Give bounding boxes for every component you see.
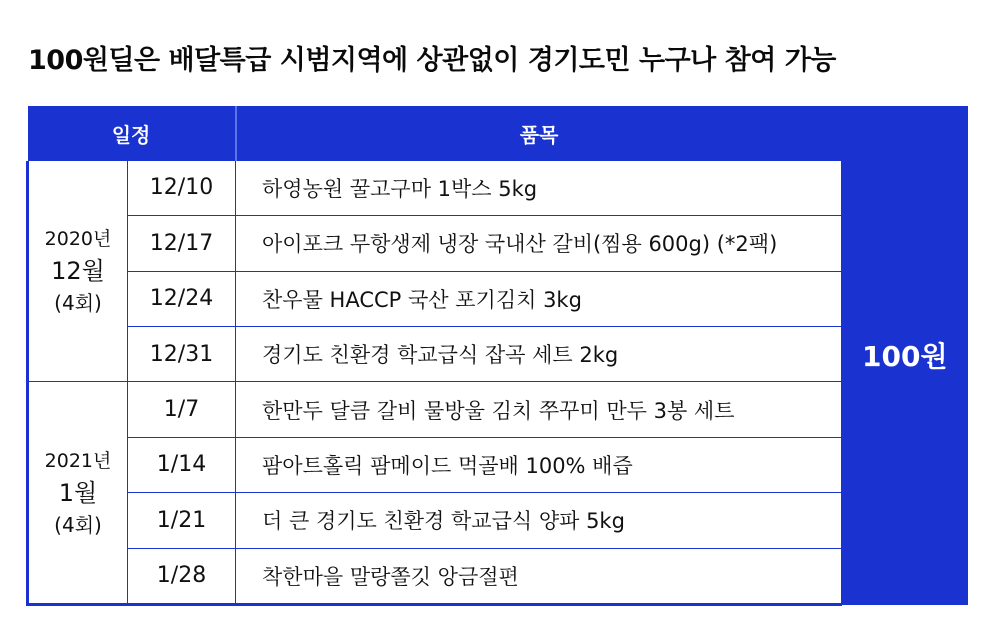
item-cell: 아이포크 무항생제 냉장 국내산 갈비(찜용 600g) (*2팩) xyxy=(236,216,842,271)
table-row xyxy=(28,271,968,326)
period-month: 12월 xyxy=(51,257,105,285)
price-cell: 100원 xyxy=(842,106,968,605)
page-title: 100원딜은 배달특급 시범지역에 상관없이 경기도민 누구나 참여 가능 xyxy=(28,45,836,76)
date-cell: 12/10 xyxy=(128,161,236,216)
date-cell: 1/7 xyxy=(128,382,236,437)
item-cell: 한만두 달큼 갈비 물방울 김치 쭈꾸미 만두 3봉 세트 xyxy=(236,382,842,437)
date-cell: 1/14 xyxy=(128,437,236,492)
date-cell: 12/24 xyxy=(128,271,236,326)
header-schedule: 일정 xyxy=(28,106,236,161)
period-cell-2021-01 xyxy=(28,382,128,605)
table-row xyxy=(28,493,968,548)
date-cell: 1/28 xyxy=(128,548,236,604)
table-row xyxy=(28,437,968,492)
period-cell-2020-12 xyxy=(28,161,128,382)
period-year: 2020년 xyxy=(44,228,112,250)
table-row xyxy=(28,161,968,216)
item-cell: 착한마을 말랑쫄깃 앙금절편 xyxy=(236,548,842,604)
table-row xyxy=(28,326,968,381)
period-month: 1월 xyxy=(58,478,98,507)
table-header-row xyxy=(28,106,968,161)
item-cell: 더 큰 경기도 친환경 학교급식 양파 5kg xyxy=(236,493,842,548)
schedule-table xyxy=(26,106,968,606)
item-cell: 경기도 친환경 학교급식 잡곡 세트 2kg xyxy=(236,326,842,381)
date-cell: 1/21 xyxy=(128,493,236,548)
date-cell: 12/17 xyxy=(128,216,236,271)
table-row xyxy=(28,382,968,437)
period-year: 2021년 xyxy=(44,449,112,472)
period-count: (4회) xyxy=(54,291,102,315)
table-row xyxy=(28,216,968,271)
item-cell: 팜아트홀릭 팜메이드 먹골배 100% 배즙 xyxy=(236,437,842,492)
table-row xyxy=(28,548,968,604)
item-cell: 하영농원 꿀고구마 1박스 5kg xyxy=(236,161,842,216)
header-items: 품목 xyxy=(236,106,842,161)
date-cell: 12/31 xyxy=(128,326,236,381)
period-count: (4회) xyxy=(54,512,102,537)
item-cell: 찬우물 HACCP 국산 포기김치 3kg xyxy=(236,271,842,326)
